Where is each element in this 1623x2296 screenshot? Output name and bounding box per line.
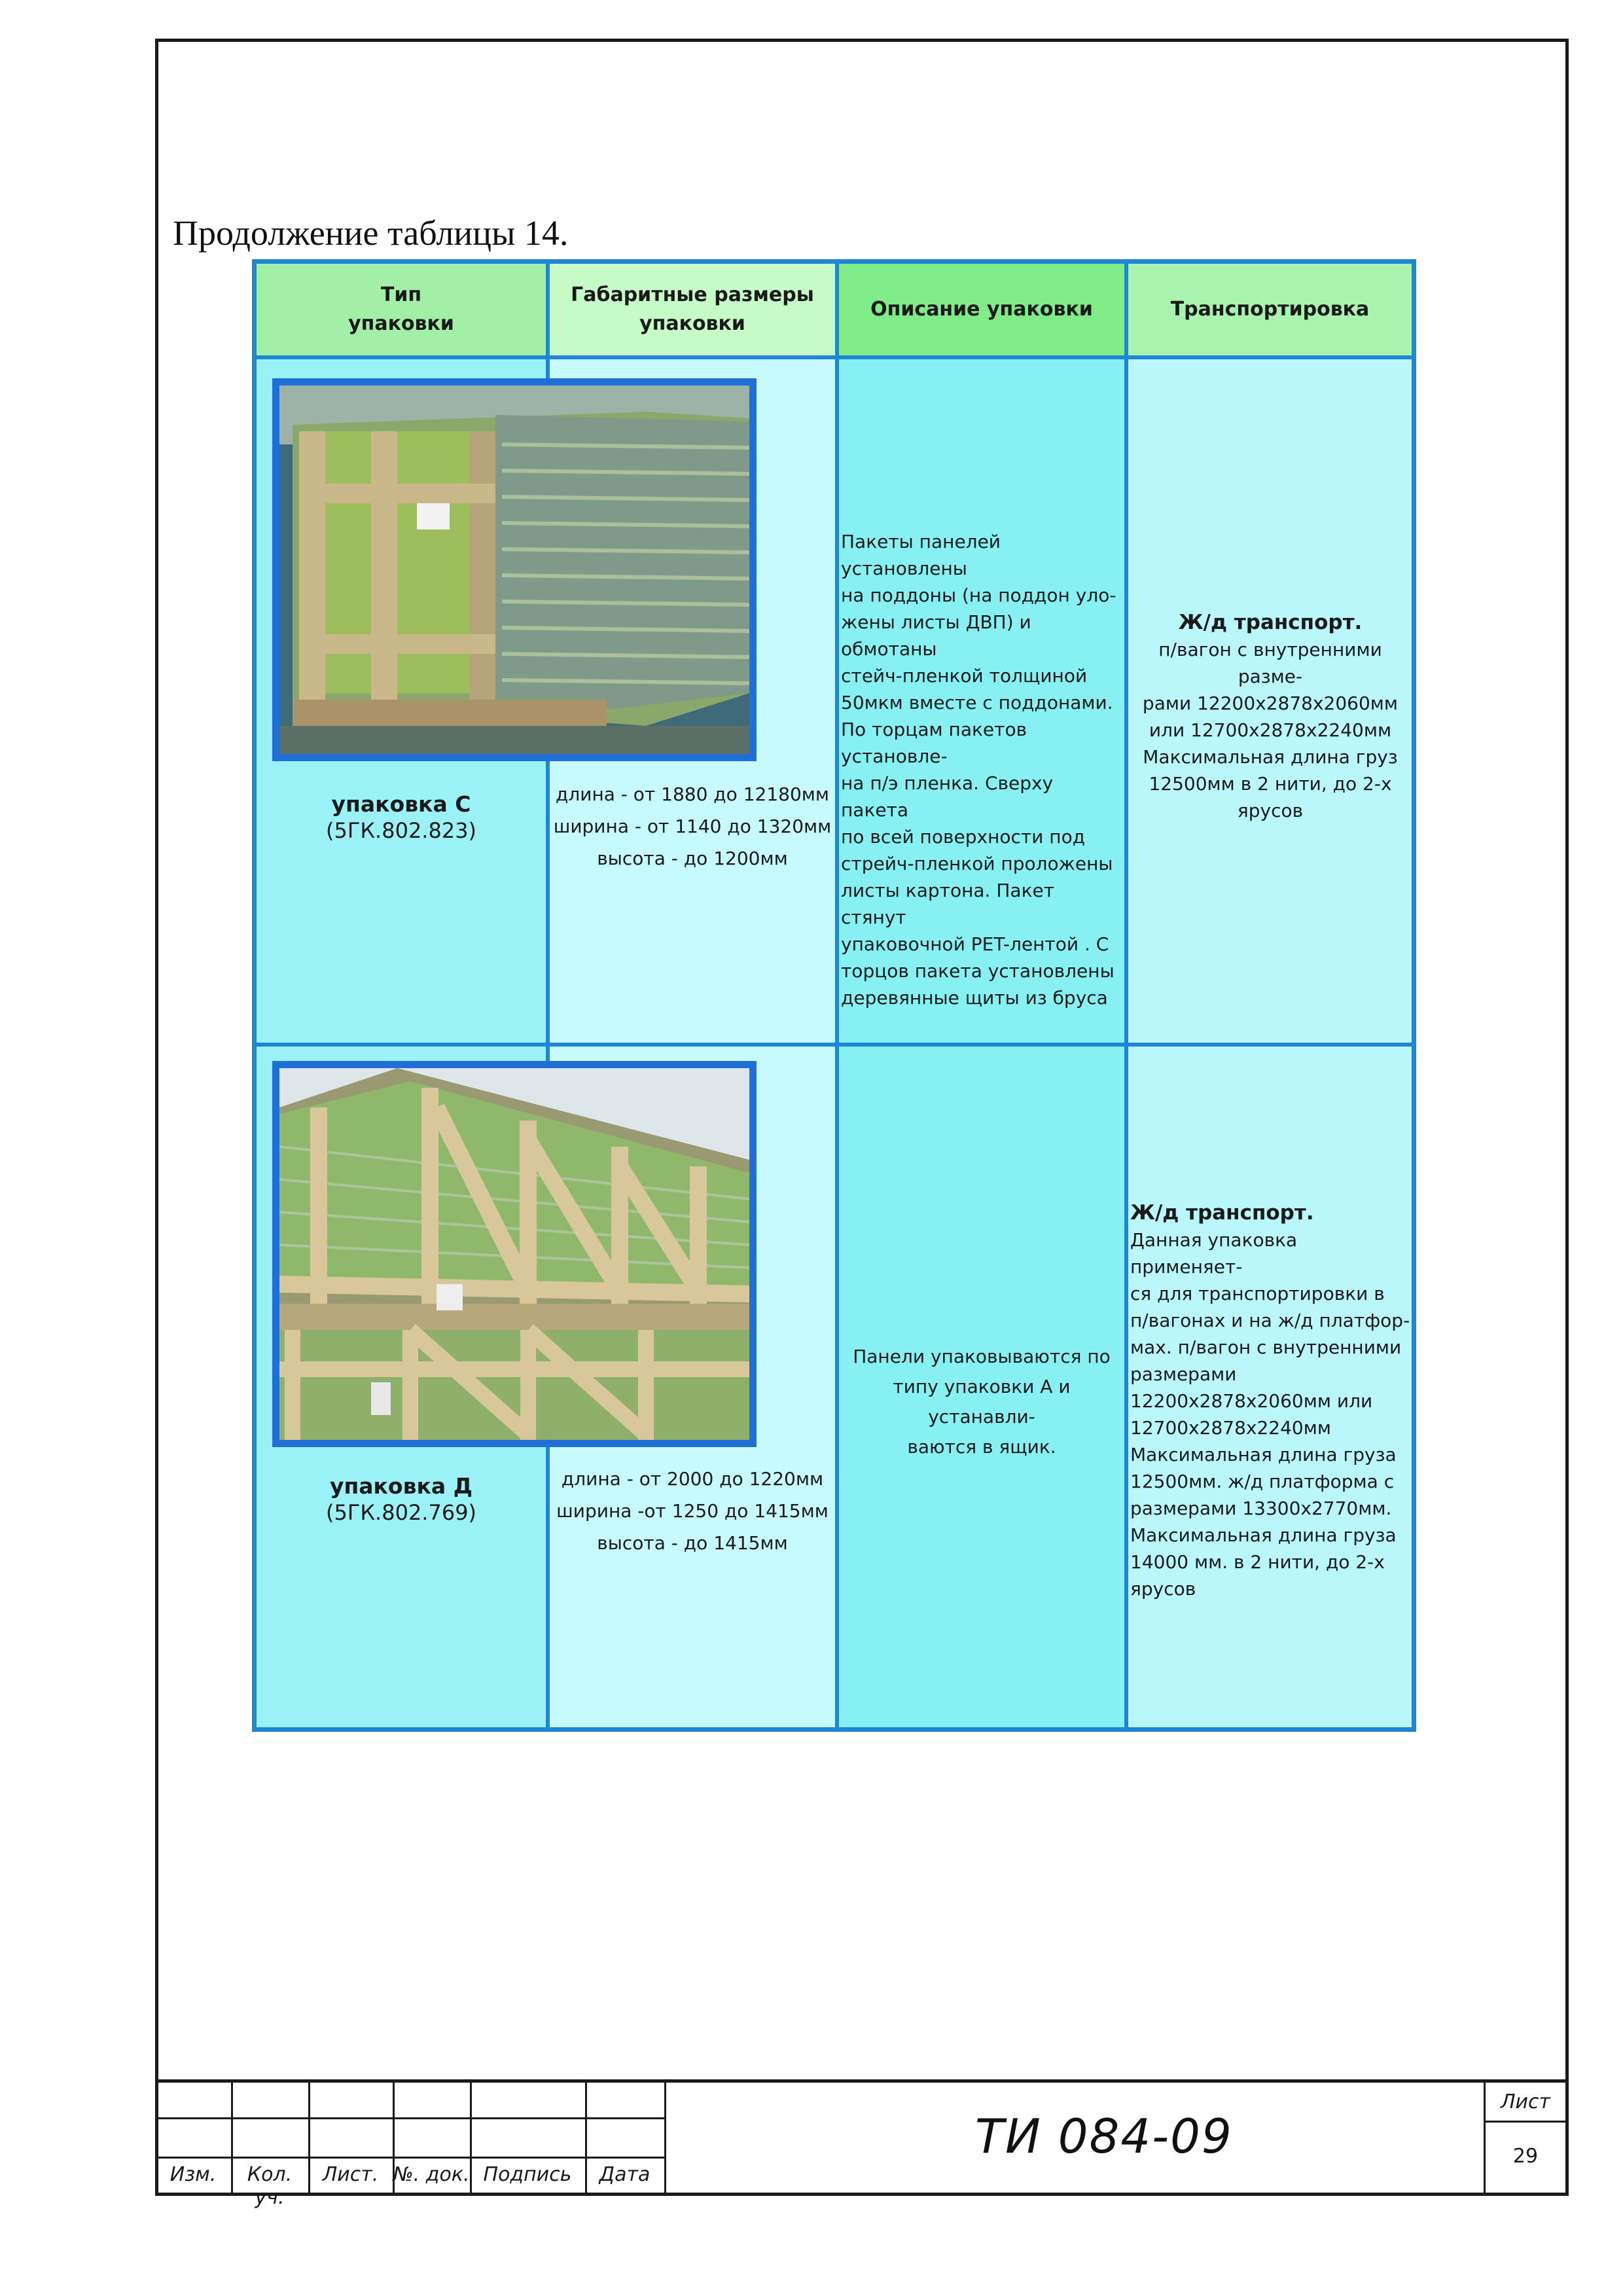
transport-line: 12200x2878x2060мм или xyxy=(1130,1390,1373,1412)
row-divider xyxy=(257,1043,1412,1047)
transport-line: ся для транспортировки в xyxy=(1130,1283,1385,1304)
title-block xyxy=(155,2079,1569,2209)
transport-line: мах. п/вагон с внутренними xyxy=(1130,1336,1402,1358)
description-line: деревянные щиты из бруса xyxy=(841,987,1108,1009)
description-line: упаковочной PET-лентой . С xyxy=(841,933,1109,955)
column-divider xyxy=(835,264,839,1727)
description-line: стрейч-пленкой проложены xyxy=(841,853,1113,874)
package-d-photo xyxy=(272,1061,757,1447)
table-caption: Продолжение таблицы 14. xyxy=(173,213,569,253)
package-c-name: упаковка С xyxy=(331,791,471,817)
description-line: на поддоны (на поддон уло- xyxy=(841,584,1116,606)
description-line: по всей поверхности под xyxy=(841,826,1086,848)
transport-line: размерами xyxy=(1130,1363,1237,1385)
row1-transport xyxy=(1130,609,1410,824)
transport-line: Максимальная длина груза xyxy=(1130,1444,1397,1465)
transport-line: рами 12200x2878x2060мм xyxy=(1142,692,1399,714)
package-d-name: упаковка Д xyxy=(329,1473,473,1499)
dimension-line: ширина - от 1140 до 1320мм xyxy=(553,816,832,837)
transport-line: ярусов xyxy=(1130,1578,1196,1600)
description-line: По торцам пакетов установле- xyxy=(841,719,1027,767)
transport-line: п/вагонах и на ж/д платфор- xyxy=(1130,1310,1410,1331)
stamp-label-doc-number: №. док. xyxy=(393,2163,470,2186)
description-line: листы картона. Пакет стянут xyxy=(841,880,1055,928)
row2-description xyxy=(841,1342,1122,1462)
header-transport: Транспортировка xyxy=(1128,264,1412,355)
transport-line: 12700x2878x2240мм xyxy=(1130,1417,1331,1439)
package-c-photo xyxy=(272,378,757,761)
description-line: Пакеты панелей установлены xyxy=(841,531,1001,579)
sheet-number: 29 xyxy=(1512,2145,1539,2168)
header-description: Описание упаковки xyxy=(839,264,1124,355)
description-line: торцов пакета установлены xyxy=(841,960,1115,982)
packaging-table xyxy=(252,259,1416,1732)
description-line: Панели упаковываются по xyxy=(853,1346,1111,1367)
transport-title: Ж/д транспорт. xyxy=(1130,1201,1314,1225)
row1-dimensions xyxy=(550,781,835,872)
dimension-line: высота - до 1200мм xyxy=(597,848,788,869)
row1-description xyxy=(841,528,1122,1011)
stamp-grid-line xyxy=(664,2083,666,2196)
description-line: жены листы ДВП) и обмотаны xyxy=(841,611,1031,660)
document-number: ТИ 084-09 xyxy=(975,2109,1233,2164)
column-divider xyxy=(1124,264,1128,1727)
stamp-label-signature: Подпись xyxy=(483,2163,572,2186)
transport-title: Ж/д транспорт. xyxy=(1178,611,1363,634)
row-divider xyxy=(257,355,1412,359)
header-package-type: Тип упаковки xyxy=(257,264,546,355)
row2-package-type xyxy=(257,1473,546,1526)
description-line: типу упаковки А и устанавли- xyxy=(893,1376,1071,1427)
transport-line: Данная упаковка применяет- xyxy=(1130,1229,1298,1278)
description-line: ваются в ящик. xyxy=(907,1436,1056,1458)
transport-line: п/вагон с внутренними разме- xyxy=(1158,639,1382,687)
description-line: на п/э пленка. Сверху пакета xyxy=(841,772,1054,821)
transport-line: 14000 мм. в 2 нити, до 2-х xyxy=(1130,1551,1385,1573)
transport-line: размерами 13300x2770мм. xyxy=(1130,1498,1392,1519)
header-dimensions: Габаритные размеры упаковки xyxy=(550,264,835,355)
dimension-line: длина - от 2000 до 1220мм xyxy=(561,1468,824,1490)
package-c-code: (5ГК.802.823) xyxy=(325,818,477,843)
transport-line: 12500мм. ж/д платформа с xyxy=(1130,1471,1395,1492)
transport-line: Максимальная длина груз xyxy=(1143,746,1398,768)
row2-transport xyxy=(1130,1200,1410,1602)
row2-dimensions xyxy=(550,1465,835,1556)
dimension-line: ширина -от 1250 до 1415мм xyxy=(556,1500,829,1522)
stamp-grid-line xyxy=(1484,2121,1565,2123)
description-line: стейч-пленкой толщиной xyxy=(841,665,1088,687)
package-d-code: (5ГК.802.769) xyxy=(325,1500,477,1525)
transport-line: Максимальная длина груза xyxy=(1130,1524,1397,1546)
transport-line: или 12700x2878x2240мм xyxy=(1149,719,1392,741)
dimension-line: длина - от 1880 до 12180мм xyxy=(555,783,830,805)
description-line: 50мкм вместе с поддонами. xyxy=(841,692,1113,713)
transport-line: 12500мм в 2 нити, до 2-х ярусов xyxy=(1149,773,1392,821)
stamp-label-date: Дата xyxy=(599,2163,651,2186)
dimension-line: высота - до 1415мм xyxy=(597,1532,788,1554)
stamp-label-count: Кол. уч. xyxy=(247,2163,293,2209)
stamp-label-sheet: Лист. xyxy=(322,2163,379,2186)
stamp-label-change: Изм. xyxy=(169,2163,217,2186)
row1-package-type xyxy=(257,791,546,844)
sheet-label: Лист xyxy=(1500,2090,1551,2113)
